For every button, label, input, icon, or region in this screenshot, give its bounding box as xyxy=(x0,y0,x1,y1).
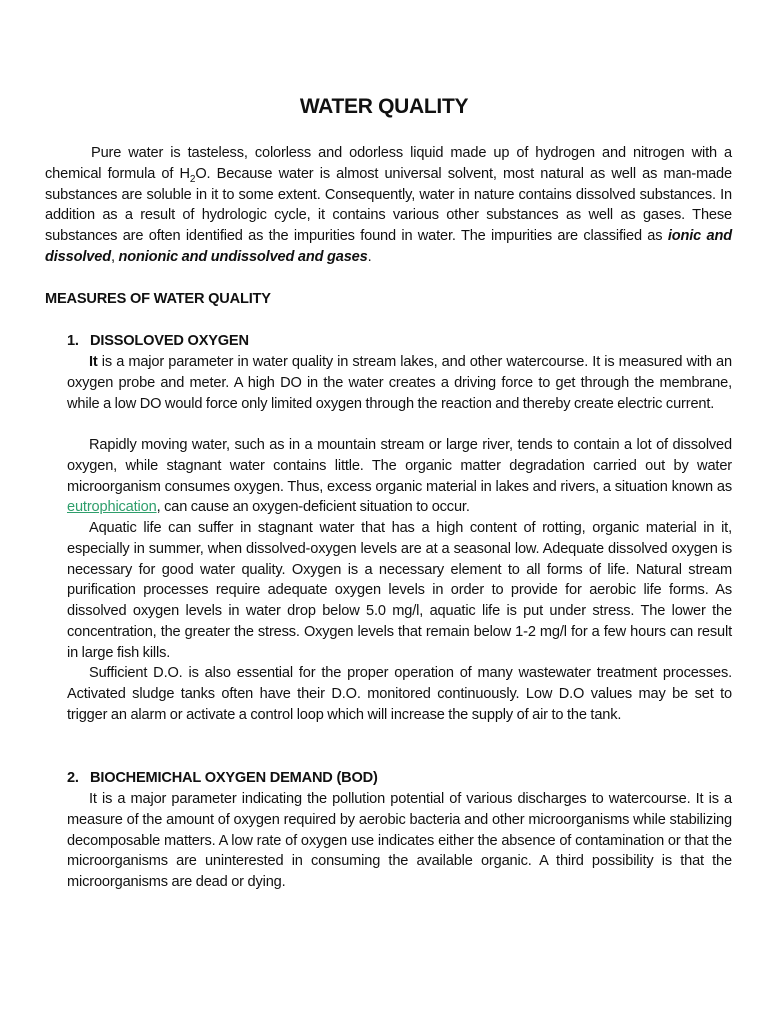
eutrophication-link[interactable]: eutrophication xyxy=(67,499,157,516)
section-number: 1. xyxy=(67,333,79,349)
do-paragraph-2-text: Rapidly moving water, such as in a mountain stream or large river, tends to contain a lot of dissolved oxygen, while stagnant water contains little. The organic matter degradation carried out by water microorganism consumes oxygen. Thus, excess organic material in lakes and rivers, a situation known as xyxy=(67,437,732,495)
section-title: DISSOLOVED OXYGEN xyxy=(90,333,249,349)
bod-paragraph-1 xyxy=(67,789,732,893)
bod-paragraph-1-text: It is a major parameter indicating the pollution potential of various discharges to watercourse. It is a measure of the amount of oxygen required by aerobic bacteria and other microorganisms while stabilizing decomposable matters. A low rate of oxygen use indicates either the absence of contamination or that the microorganisms are uninterested in consuming the available organic. A third possibility is that the microorganisms are dead or dying. xyxy=(67,791,732,891)
intro-text-2: O. Because water is almost universal solvent, most natural as well as man-made substances are soluble in it to some extent. Consequently, water in nature contains dissolved substances. In addition as a result of hydrologic cycle, it contains various other substances as well as gases. These substances are often identified as the impurities found in water. The impurities are classified as xyxy=(45,165,732,245)
intro-paragraph xyxy=(45,143,732,268)
measures-heading: MEASURES OF WATER QUALITY xyxy=(45,291,271,307)
do-paragraph-2 xyxy=(67,435,732,518)
do-paragraph-4-text: Sufficient D.O. is also essential for the proper operation of many wastewater treatment processes. Activated sludge tanks often have their D.O. monitored continuously. Low D.O values may be set to trigger an alarm or activate a control loop which will increase the supply of air to the tank. xyxy=(67,665,732,723)
intro-emphasis-nonionic: nonionic and undissolved and gases xyxy=(118,248,368,265)
do-paragraph-4 xyxy=(67,663,732,725)
page-title: WATER QUALITY xyxy=(299,95,469,118)
intro-end: . xyxy=(367,248,372,265)
section-heading-bod xyxy=(67,768,378,788)
do-paragraph-1-text: is a major parameter in water quality in stream lakes, and other watercourse. It is measured with an oxygen probe and meter. A high DO in the water creates a driving force to get through the membrane, while a low DO would force only limited oxygen through the reaction and thereby create electric current. xyxy=(67,354,732,412)
section-heading-dissolved-oxygen xyxy=(67,331,249,351)
do-paragraph-3-text: Aquatic life can suffer in stagnant water that has a high content of rotting, organic material in it, especially in summer, when dissolved-oxygen levels are at a seasonal low. Adequate dissolved oxygen is necessary for good water quality. Oxygen is a necessary element to all forms of life. Natural stream purification processes require adequate oxygen levels in order to provide for aerobic life forms. As dissolved oxygen levels in water drop below 5.0 mg/l, aquatic life is put under stress. The lower the concentration, the greater the stress. Oxygen levels that remain below 1-2 mg/l for a few hours can result in large fish kills. xyxy=(67,520,732,661)
do-paragraph-2-after: , can cause an oxygen-deficient situation to occur. xyxy=(156,499,470,516)
intro-emphasis-ionic: ionic and dissolved xyxy=(45,228,732,265)
intro-separator: , xyxy=(110,248,119,265)
do-paragraph-3 xyxy=(67,518,732,664)
do-paragraph-1 xyxy=(67,352,732,414)
section-number: 2. xyxy=(67,770,79,786)
intro-subscript: 2 xyxy=(189,173,196,185)
intro-text-1: Pure water is tasteless, colorless and odorless liquid made up of hydrogen and nitrogen with a chemical formula of H xyxy=(45,145,732,182)
do-paragraph-1-lead: It xyxy=(89,354,98,370)
section-title: BIOCHEMICHAL OXYGEN DEMAND (BOD) xyxy=(90,770,378,786)
